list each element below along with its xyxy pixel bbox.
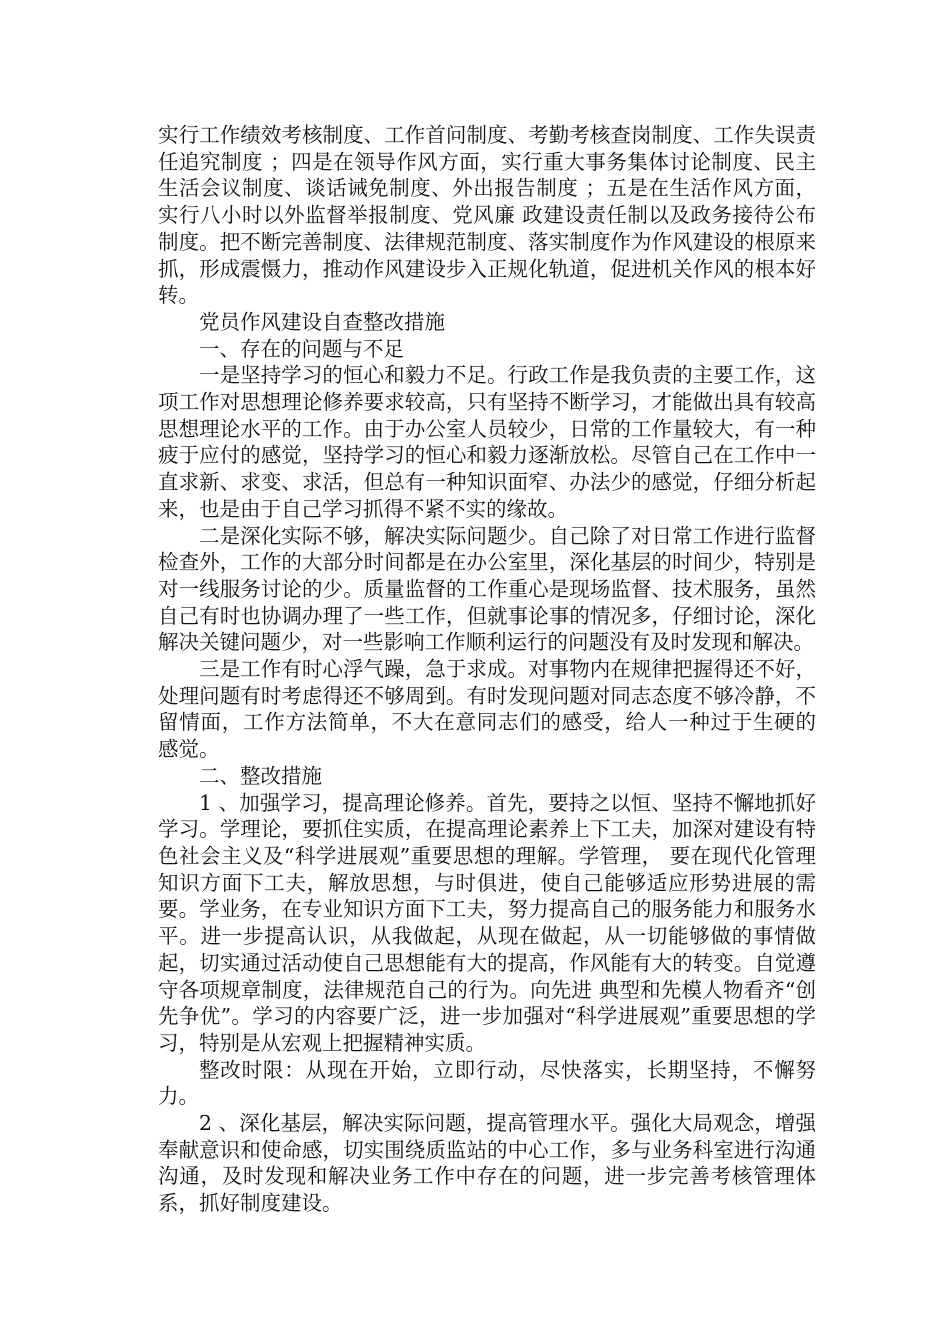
- section-title: 党员作风建设自查整改措施: [199, 309, 445, 334]
- paragraph-problem-two: 二是深化实际不够，解决实际问题少。自己除了对日常工作进行监督检查外，工作的大部分时间都是在办公室里，深化基层的时间少，特别是对一线服务讨论的少。质量监督的工作重心是现场监督、技术服务，虽然自己有时也协调办理了一些工作，但就事论事的情况多，仔细讨论，深化解决关键问题少，对一些影响工作顺利运行的问题没有及时发现和解决。: [158, 523, 816, 655]
- paragraph-problem-one: 一是坚持学习的恒心和毅力不足。行政工作是我负责的主要工作，这项工作对思想理论修养要求较高，只有坚持不断学习，才能做出具有较高思想理论水平的工作。由于办公室人员较少，日常的工作量较大，有一种疲于应付的感觉，坚持学习的恒心和毅力逐渐放松。尽管自己在工作中一直求新、求变、求活，但总有一种知识面窄、办法少的感觉，仔细分析起来，也是由于自己学习抓得不紧不实的缘故。: [158, 363, 816, 521]
- document-body: [158, 122, 816, 1217]
- paragraph-measure-one: 1 、加强学习，提高理论修养。首先，要持之以恒、坚持不懈地抓好学习。学理论，要抓住实质，在提高理论素养上下工夫，加深对建设有特色社会主义及“科学进展观”重要思想的理解。学管理， 要在现代化管理知识方面下工夫，解放思想，与时俱进，使自己能够适应形势进展的需要。学业务，在专业知识方面下工夫，努力提高自己的服务能力和服务水平。进一步提高认识，从我做起，从现在做起，从一切能够做的事情做起，切实通过活动使自己思想能有大的提高，作风能有大的转变。自觉遵守各项规章制度，法律规范自己的行为。向先进 典型和先模人物看齐“创先争优”。学习的内容要广泛，进一步加强对“科学进展观”重要思想的学习，特别是从宏观上把握精神实质。: [158, 790, 816, 1055]
- paragraph-continued-text: 实行工作绩效考核制度、工作首问制度、考勤考核查岗制度、工作失误责任追究制度 ；四是在领导作风方面，实行重大事务集体讨论制度、民主生活会议制度、谈话诫免制度、外出报告制度 ；五是在生活作风方面，实行八小时以外监督举报制度、党风廉 政建设责任制以及政务接待公布制度。把不断完善制度、法律规范制度、落实制度作为作风建设的根原来抓，形成震慑力，推动作风建设步入正规化轨道，促进机关作风的根本好转。: [158, 123, 816, 308]
- paragraph-problem-three: 三是工作有时心浮气躁，急于求成。对事物内在规律把握得还不好，处理问题有时考虑得还不够周到。有时发现问题对同志态度不够冷静，不留情面，工作方法简单，不大在意同志们的感受，给人一种过于生硬的 感觉。: [158, 657, 816, 762]
- paragraph-measure-two: 2 、深化基层，解决实际问题，提高管理水平。强化大局观念，增强奉献意识和使命感，切实围绕质监站的中心工作，多与业务科室进行沟通沟通，及时发现和解决业务工作中存在的问题，进一步完善考核管理体系，抓好制度建设。: [158, 1111, 816, 1216]
- paragraph-deadline: 整改时限：从现在开始，立即行动，尽快落实，长期坚持，不懈努力。: [158, 1057, 816, 1109]
- heading-problems: 一、存在的问题与不足: [199, 336, 404, 361]
- heading-measures: 二、整改措施: [199, 763, 322, 788]
